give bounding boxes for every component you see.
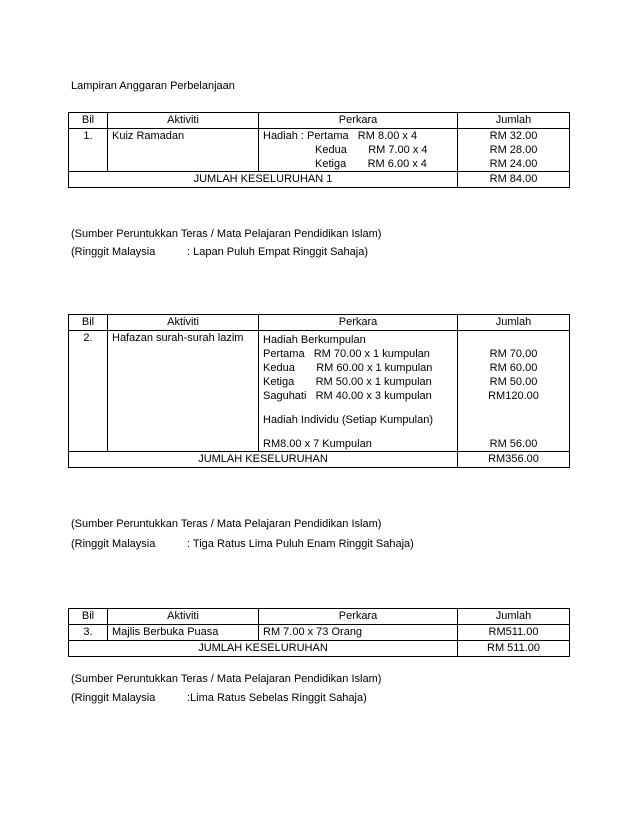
header-aktiviti: Aktiviti [108,315,259,331]
perkara-line: Kedua RM 60.00 x 1 kumpulan [263,362,433,374]
cell-aktiviti: Hafazan surah-surah lazim [108,331,259,452]
cell-jumlah: RM511.00 [458,625,570,641]
jumlah-value: RM 50.00 [489,376,538,388]
table-header-row [69,609,570,625]
perkara-individu-line: RM8.00 x 7 Kumpulan [263,438,372,450]
perkara-line: Ketiga RM 50.00 x 1 kumpulan [263,376,432,388]
header-bil: Bil [69,609,108,625]
ringgit-value: : Tiga Ratus Lima Puluh Enam Ringgit Sahaja) [187,538,414,550]
cell-perkara [259,331,458,452]
budget-table-2 [68,314,570,468]
total-row [69,172,570,188]
header-jumlah: Jumlah [458,315,570,331]
perkara-individu: Hadiah Individu (Setiap Kumpulan) [263,414,433,426]
jumlah-value: RM 24.00 [489,158,538,170]
cell-bil: 1. [69,129,108,172]
ringgit-value: : Lapan Puluh Empat Ringgit Sahaja) [187,246,369,258]
perkara-amount: RM 6.00 x 4 [367,158,427,170]
cell-jumlah [458,129,570,172]
jumlah-value: RM 28.00 [489,144,538,156]
cell-perkara [259,129,458,172]
header-perkara: Perkara [259,315,458,331]
table-row [69,331,570,452]
perkara-line: Saguhati RM 40.00 x 3 kumpulan [263,390,432,402]
perkara-amount: RM 7.00 x 4 [368,144,428,156]
jumlah-value: RM 32.00 [489,130,538,142]
total-label: JUMLAH KESELURUHAN 1 [69,172,458,188]
table-row [69,129,570,172]
header-aktiviti: Aktiviti [108,609,259,625]
perkara-amount: RM 8.00 x 4 [357,130,418,142]
perkara-line: Pertama RM 70.00 x 1 kumpulan [263,348,430,360]
budget-table-3 [68,608,570,657]
header-aktiviti: Aktiviti [108,113,259,129]
table-row [69,625,570,641]
document-title: Lampiran Anggaran Perbelanjaan [71,80,235,92]
ringgit-value: :Lima Ratus Sebelas Ringgit Sahaja) [187,692,367,704]
total-value: RM356.00 [458,452,570,468]
header-bil: Bil [69,315,108,331]
jumlah-value: RM 60.00 [489,362,538,374]
total-label: JUMLAH KESELURUHAN [69,641,458,657]
ringgit-label: (Ringgit Malaysia [71,538,156,550]
cell-bil: 3. [69,625,108,641]
header-jumlah: Jumlah [458,609,570,625]
perkara-label: Kedua [315,144,347,156]
cell-perkara: RM 7.00 x 73 Orang [259,625,458,641]
jumlah-value: RM120.00 [488,390,539,402]
header-jumlah: Jumlah [458,113,570,129]
jumlah-value: RM 70.00 [489,348,538,360]
ringgit-label: (Ringgit Malaysia [71,246,156,258]
budget-table-1 [68,112,570,188]
header-perkara: Perkara [259,609,458,625]
total-row [69,641,570,657]
perkara-label: Ketiga [315,158,347,170]
cell-jumlah [458,331,570,452]
total-row [69,452,570,468]
funding-source: (Sumber Peruntukkan Teras / Mata Pelajaran Pendidikan Islam) [71,228,382,240]
perkara-heading: Hadiah Berkumpulan [263,334,366,346]
header-bil: Bil [69,113,108,129]
header-perkara: Perkara [259,113,458,129]
cell-aktiviti: Kuiz Ramadan [108,129,259,172]
funding-source: (Sumber Peruntukkan Teras / Mata Pelajaran Pendidikan Islam) [71,673,382,685]
total-label: JUMLAH KESELURUHAN [69,452,458,468]
ringgit-label: (Ringgit Malaysia [71,692,156,704]
jumlah-value: RM 56.00 [489,438,538,450]
perkara-label: Hadiah : Pertama [263,130,349,142]
cell-aktiviti: Majlis Berbuka Puasa [108,625,259,641]
cell-bil: 2. [69,331,108,452]
table-header-row [69,113,570,129]
table-header-row [69,315,570,331]
total-value: RM 84.00 [458,172,570,188]
total-value: RM 511.00 [458,641,570,657]
funding-source: (Sumber Peruntukkan Teras / Mata Pelajaran Pendidikan Islam) [71,518,382,530]
